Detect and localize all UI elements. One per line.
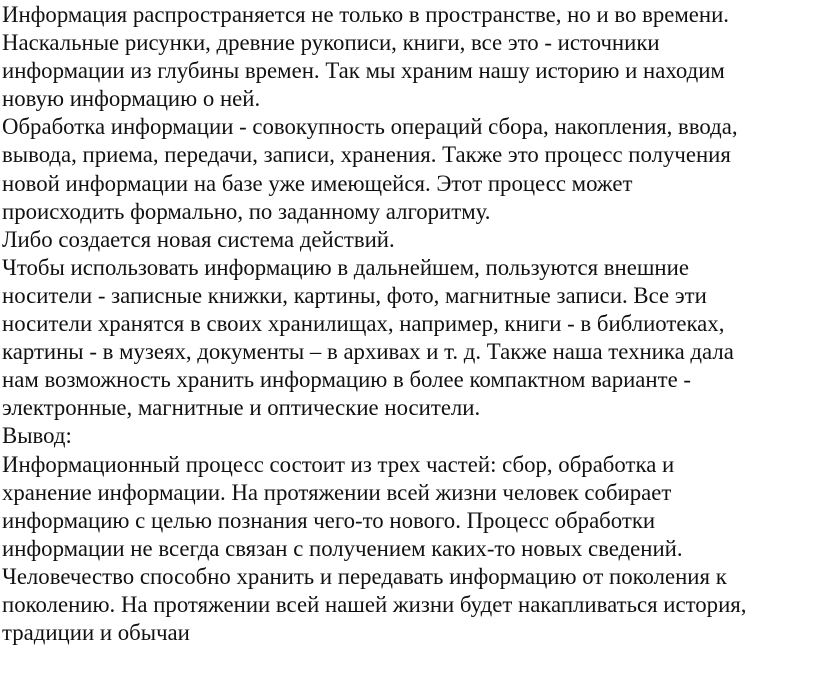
- text-line: Наскальные рисунки, древние рукописи, книги, все это - источники: [2, 30, 660, 56]
- text-line: традиции и обычаи: [2, 620, 190, 646]
- text-line: информацию с целью познания чего-то нового. Процесс обработки: [2, 507, 656, 533]
- text-line: Информация распространяется не только в пространстве, но и во времени.: [2, 2, 730, 27]
- text-line: нам возможность хранить информацию в более компактном варианте -: [2, 367, 691, 393]
- text-line: вывода, приема, передачи, записи, хранения. Также это процесс получения: [2, 142, 731, 168]
- text-line: происходить формально, по заданному алгоритму.: [2, 198, 491, 224]
- text-line: носители - записные книжки, картины, фото, магнитные записи. Все эти: [2, 282, 707, 308]
- text-line: новой информации на базе уже имеющейся. Этот процесс может: [2, 170, 633, 196]
- text-line: электронные, магнитные и оптические носители.: [2, 395, 481, 421]
- text-line: Обработка информации - совокупность операций сбора, накопления, ввода,: [2, 114, 738, 140]
- text-line: поколению. На протяжении всей нашей жизни будет накапливаться история,: [2, 591, 747, 617]
- text-line: Человечество способно хранить и передавать информацию от поколения к: [2, 563, 727, 589]
- text-line: информации не всегда связан с получением каких-то новых сведений.: [2, 535, 683, 561]
- text-line: хранение информации. На протяжении всей жизни человек собирает: [2, 479, 672, 505]
- text-line: информации из глубины времен. Так мы храним нашу историю и находим: [2, 58, 725, 84]
- text-line: Информационный процесс состоит из трех частей: сбор, обработка и: [2, 451, 675, 477]
- text-line: Чтобы использовать информацию в дальнейшем, пользуются внешние: [2, 254, 689, 280]
- text-line: носители хранятся в своих хранилищах, например, книги - в библиотеках,: [2, 311, 725, 337]
- text-line: картины - в музеях, документы – в архивах и т. д. Также наша техника дала: [2, 339, 734, 365]
- text-line: новую информацию о ней.: [2, 86, 261, 112]
- text-line: Либо создается новая система действий.: [2, 226, 395, 252]
- section-heading: Вывод:: [2, 423, 72, 449]
